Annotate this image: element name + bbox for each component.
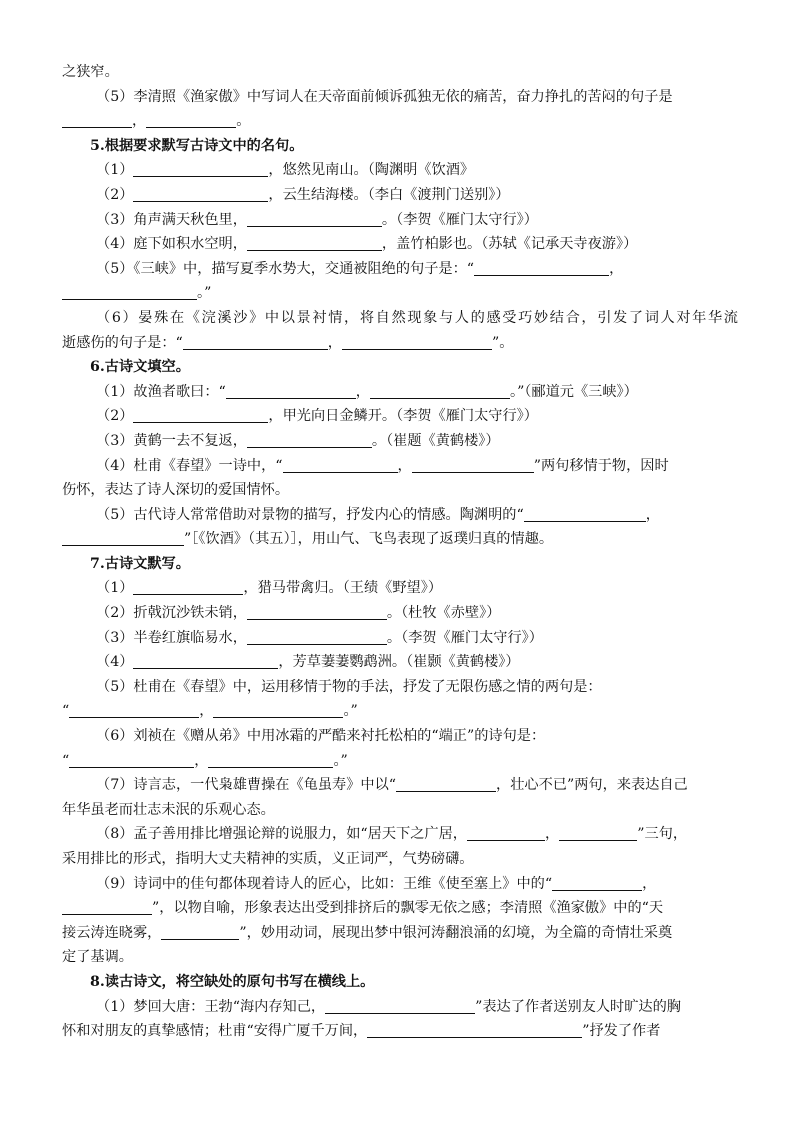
question-5-2: （2） ，云生结海楼。（李白《渡荆门送别》） [96,186,510,203]
answer-blank[interactable] [283,457,398,473]
question-7-1: （1） ，猎马带禽归。（王绩《野望》） [96,580,443,597]
question-4-5: （5）李清照《渔家傲》中写词人在天帝面前倾诉孤独无依的痛苦，奋力挣扎的苦闷的句子是 [96,88,673,105]
question-7-4: （4） ，芳草萋萋鹦鹉洲。（崔颢《黄鹤楼》） [96,654,520,671]
answer-blank[interactable] [226,383,356,399]
answer-blank[interactable] [133,161,268,177]
question-6-5: （5）古代诗人常常借助对景物的描写，抒发内心的情感。陶渊明的“ ， [96,506,660,523]
text-line: ， 。 [62,109,738,134]
answer-blank[interactable] [133,653,278,669]
question-8-1: （1）梦回大唐：王勃“海内存知己， ”表达了作者送别友人时旷达的胸 [96,998,681,1015]
question-6-1: （1）故渔者歌曰：“ ， 。”（郦道元《三峡》） [96,383,638,400]
answer-blank[interactable] [133,407,268,423]
answer-blank[interactable] [213,702,343,718]
question-5-3: （3）角声满天秋色里， 。（李贺《雁门太守行》） [96,211,538,228]
answer-blank[interactable] [412,457,534,473]
question-6-4: （4）杜甫《春望》一诗中，“ ， ”两句移情于物，因时 [96,457,669,474]
text-line: 定了基调。 [62,949,133,966]
question-7-2: （2）折戟沉沙铁未销， 。（杜牧《赤壁》） [96,605,501,622]
answer-blank[interactable] [133,186,268,202]
answer-blank[interactable] [247,211,382,227]
question-7-8: （8）孟子善用排比增强论辩的说服力，如“居天下之广居， ， ”三句， [96,826,688,843]
text-line: “ ， 。” [62,752,348,769]
question-6-3: （3）黄鹤一去不复返， 。（崔题《黄鹤楼》） [96,432,500,449]
answer-blank[interactable] [367,1022,582,1038]
answer-blank[interactable] [552,875,642,891]
answer-blank[interactable] [247,432,372,448]
question-5-4: （4）庭下如积水空明， ，盖竹柏影也。（苏轼《记承天寺夜游》） [96,236,638,253]
answer-blank[interactable] [474,260,609,276]
answer-blank[interactable] [325,998,475,1014]
exam-content [62,60,738,1044]
answer-blank[interactable] [62,899,152,915]
question-7-6: （6）刘祯在《赠从弟》中用冰霜的严酷来衬托松柏的“端正”的诗句是： [96,728,546,745]
answer-blank[interactable] [524,506,646,522]
text-line: 伤怀，表达了诗人深切的爱国情怀。 [62,482,290,499]
text-line: 接云涛连晓雾， ”，妙用动词，展现出梦中银河涛翻浪涌的幻境，为全篇的奇情壮采奠 [62,924,673,941]
answer-blank[interactable] [62,112,132,128]
text-line: “ ， 。” [62,703,358,720]
answer-blank[interactable] [247,604,387,620]
answer-blank[interactable] [370,383,510,399]
text-line: 怀和对朋友的真挚感情；杜甫“安得广厦千万间， ”抒发了作者 [62,1023,661,1040]
answer-blank[interactable] [69,752,194,768]
answer-blank[interactable] [62,530,184,546]
answer-blank[interactable] [183,334,328,350]
text-line: 。” [62,281,738,306]
section-7-heading: 7.古诗文默写。 [90,555,190,572]
answer-blank[interactable] [467,825,545,841]
question-6-2: （2） ，甲光向日金鳞开。（李贺《雁门太守行》） [96,408,538,425]
answer-blank[interactable] [559,825,637,841]
question-5-5: （5）《三峡》中，描写夏季水势大，交通被阻绝的句子是：“ ， [96,260,624,277]
text-line: 之狭窄。 [62,64,119,80]
question-7-9: （9）诗词中的佳句都体现着诗人的匠心，比如：王维《使至塞上》中的“ ， [96,875,657,892]
answer-blank[interactable] [247,629,387,645]
section-5-heading: 5.根据要求默写古诗文中的名句。 [90,137,304,154]
question-5-6: （6）晏殊在《浣溪沙》中以景衬情，将自然现象与人的感受巧妙结合，引发了词人对年华流 [96,309,738,326]
answer-blank[interactable] [62,284,197,300]
answer-blank[interactable] [342,334,492,350]
question-7-7: （7）诗言志，一代枭雄曹操在《龟虽寿》中以“ ，壮心不已”两句，来表达自己 [96,777,688,794]
question-5-1: （1） ，悠然见南山。（陶渊明《饮酒》 [96,162,475,179]
question-7-5: （5）杜甫在《春望》中，运用移情于物的手法，抒发了无限伤感之情的两句是： [96,678,602,695]
answer-blank[interactable] [69,702,199,718]
question-7-3: （3）半卷红旗临易水， 。（李贺《雁门太守行》） [96,629,543,646]
answer-blank[interactable] [247,235,382,251]
section-8-heading: 8.读古诗文，将空缺处的原句书写在横线上。 [90,973,375,990]
section-6-heading: 6.古诗文填空。 [90,359,190,376]
answer-blank[interactable] [133,579,243,595]
text-line: ”［《饮酒》（其五）］，用山气、飞鸟表现了返璞归真的情趣。 [62,527,738,552]
text-line: ”，以物自喻，形象表达出受到排挤后的飘零无依之感；李清照《渔家傲》中的“天 [62,896,738,921]
answer-blank[interactable] [208,752,333,768]
answer-blank[interactable] [396,776,496,792]
text-line: 逝感伤的句子是：“ ， ”。 [62,334,514,351]
answer-blank[interactable] [161,924,239,940]
answer-blank[interactable] [146,112,236,128]
text-line: 年华虽老而壮志未泯的乐观心态。 [62,801,275,818]
text-line: 采用排比的形式，指明大丈夫精神的实质，义正词严，气势磅礴。 [62,851,474,867]
